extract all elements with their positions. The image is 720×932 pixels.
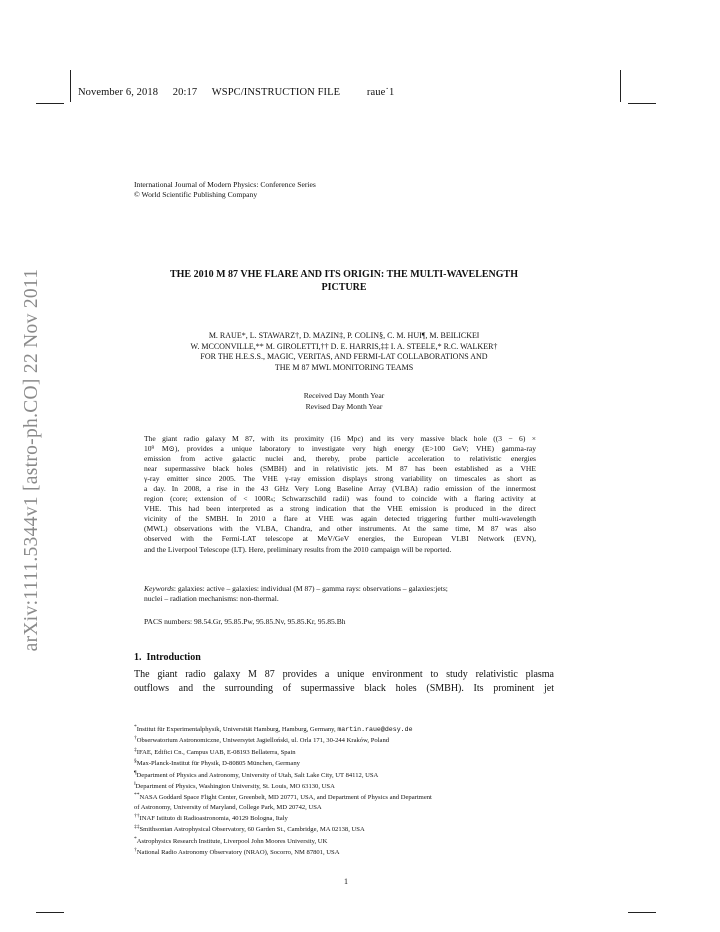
footnote: ††INAF Istituto di Radioastronomia, 40129 Bologna, Italy <box>134 812 288 823</box>
running-head-name: raue˙1 <box>366 87 395 98</box>
arxiv-identifier: arXiv:1111.5344v1 [astro-ph.CO] 22 Nov 2011 <box>21 268 42 652</box>
authors-line-1: M. RAUE*, L. STAWARZ†, D. MAZIN‡, P. COLIN§, C. M. HUI¶, M. BEILICKE‖ <box>208 331 480 340</box>
footnote: ‡‡Smithsonian Astrophysical Observatory, 60 Garden St., Cambridge, MA 02138, USA <box>134 824 365 834</box>
crop-mark-top-right-vertical <box>620 70 621 102</box>
footnote: ‖Department of Physics, Washington University, St. Louis, MO 63130, USA <box>134 780 335 791</box>
title-line-1: THE 2010 M 87 VHE FLARE AND ITS ORIGIN: THE MULTI-WAVELENGTH <box>169 269 519 280</box>
received-date: Received Day Month Year <box>303 391 385 400</box>
running-head-file: WSPC/INSTRUCTION FILE <box>211 87 341 98</box>
crop-mark-top-left-vertical <box>70 70 71 102</box>
paper-title <box>134 268 554 294</box>
author-list <box>134 331 554 373</box>
pacs-numbers: PACS numbers: 98.54.Gr, 95.85.Pw, 95.85.Nv, 95.85.Kr, 95.85.Bh <box>144 617 346 626</box>
keywords <box>144 584 536 604</box>
abstract-line: and the Liverpool Telescope (LT). Here, preliminary results from the 2010 campaign will be reported. <box>144 544 452 554</box>
abstract-line: a day. In 2008, a rise in the 43 GHz Very Long Baseline Array (VLBA) radio emission of the innermost <box>144 484 536 494</box>
author-email: martin.raue@desy.de <box>337 726 413 734</box>
abstract-line: (MWL) observations with the VLBA, Chandra, and other instruments. At the same time, M 87 was also <box>144 524 536 534</box>
keywords-line-1 <box>144 584 536 594</box>
page-number: 1 <box>344 877 348 886</box>
abstract-line: The giant radio galaxy M 87, with its proximity (16 Mpc) and its very massive black hole ((3 − 6) × <box>144 434 536 443</box>
abstract <box>144 434 536 555</box>
submission-dates <box>134 391 554 412</box>
section-title: Introduction <box>146 652 201 663</box>
abstract-line: 10⁹ M⊙), provides a unique laboratory to investigate very high energy (E>100 GeV; VHE) gamma-ray <box>144 444 536 454</box>
title-line-2: PICTURE <box>321 282 367 293</box>
abstract-line: vicinity of the SMBH. In 2010 a flare at VHE was again detected triggering further multi-wavelength <box>144 514 536 524</box>
abstract-line: region (core; extension of < 100Rₛ; Schwarzschild radii) was found to coincide with a flaring activity at <box>144 494 536 504</box>
running-head-time: 20:17 <box>172 87 198 98</box>
abstract-line: observed with the Fermi-LAT telescope at MeV/GeV energies, the European VLBI Network (EVN), <box>144 534 536 544</box>
intro-line: The giant radio galaxy M 87 provides a unique environment to study relativistic plasma <box>134 669 554 680</box>
keywords-text-1: : galaxies: active – galaxies: individual (M 87) – gamma rays: observations – galaxies:jets; <box>173 584 448 593</box>
affiliation-footnotes <box>134 723 564 858</box>
copyright-line: © World Scientific Publishing Company <box>134 190 258 199</box>
footnote: *Institut für Experimentalphysik, Universität Hamburg, Hamburg, Germany, martin.raue@desy.de <box>134 724 413 734</box>
arxiv-stamp <box>12 230 52 690</box>
footnote: of Astronomy, University of Maryland, College Park, MD 20742, USA <box>134 803 322 811</box>
crop-mark-top-right-horizontal <box>628 103 656 104</box>
footnote: ¶Department of Physics and Astronomy, University of Utah, Salt Lake City, UT 84112, USA <box>134 769 379 779</box>
authors-line-3: FOR THE H.E.S.S., MAGIC, VERITAS, AND FERMI-LAT COLLABORATIONS AND <box>200 352 488 361</box>
running-head-date: November 6, 2018 <box>78 87 159 98</box>
footnote: ‡IFAE, Edifici Cn., Campus UAB, E-08193 Bellaterra, Spain <box>134 746 296 756</box>
introduction-paragraph <box>134 668 554 697</box>
crop-mark-top-left-horizontal <box>36 103 64 104</box>
abstract-line: VHE. This had been interpreted as a strong indication that the VHE emission is produced in the direct <box>144 504 536 514</box>
intro-line: outflows and the surrounding of supermassive black holes (SMBH). Its prominent jet <box>134 683 554 695</box>
footnote: †National Radio Astronomy Observatory (NRAO), Socorro, NM 87801, USA <box>134 847 340 857</box>
keywords-line-2: nuclei – radiation mechanisms: non-thermal. <box>144 594 279 604</box>
abstract-line: near supermassive black holes (SMBH) and in relativistic jets. M 87 has been established as a VHE <box>144 464 536 474</box>
authors-line-2: W. MCCONVILLE,** M. GIROLETTI,†† D. E. HARRIS,‡‡ I. A. STEELE,* R.C. WALKER† <box>190 341 498 351</box>
abstract-line: emission from active galactic nuclei and, thereby, probe particle acceleration to relativistic energies <box>144 454 536 464</box>
footnote: §Max-Planck-Institut für Physik, D-80805 München, Germany <box>134 758 300 768</box>
footnote: †Obserwatorium Astronomiczne, Uniwersytet Jagielloński, ul. Orla 171, 30-244 Kraków, Poland <box>134 735 390 745</box>
footnote: *Astrophysics Research Institute, Liverpool John Moores University, UK <box>134 835 328 845</box>
keywords-label: Keywords <box>144 584 174 593</box>
abstract-line: γ-ray emitter since 2005. The VHE γ-ray emission displays strong variability on timescales as short as <box>144 474 536 484</box>
journal-name: International Journal of Modern Physics: Conference Series <box>134 180 316 189</box>
authors-line-4: THE M 87 MWL MONITORING TEAMS <box>274 362 414 372</box>
journal-info <box>134 180 316 200</box>
revised-date: Revised Day Month Year <box>305 401 383 411</box>
section-number: 1. <box>134 652 142 663</box>
section-heading <box>134 652 201 663</box>
footnote: **NASA Goddard Space Flight Center, Greenbelt, MD 20771, USA, and Department of Physics and Department <box>134 792 432 802</box>
crop-mark-bottom-right-horizontal <box>628 912 656 913</box>
running-head <box>78 87 406 98</box>
crop-mark-bottom-left-horizontal <box>36 912 64 913</box>
